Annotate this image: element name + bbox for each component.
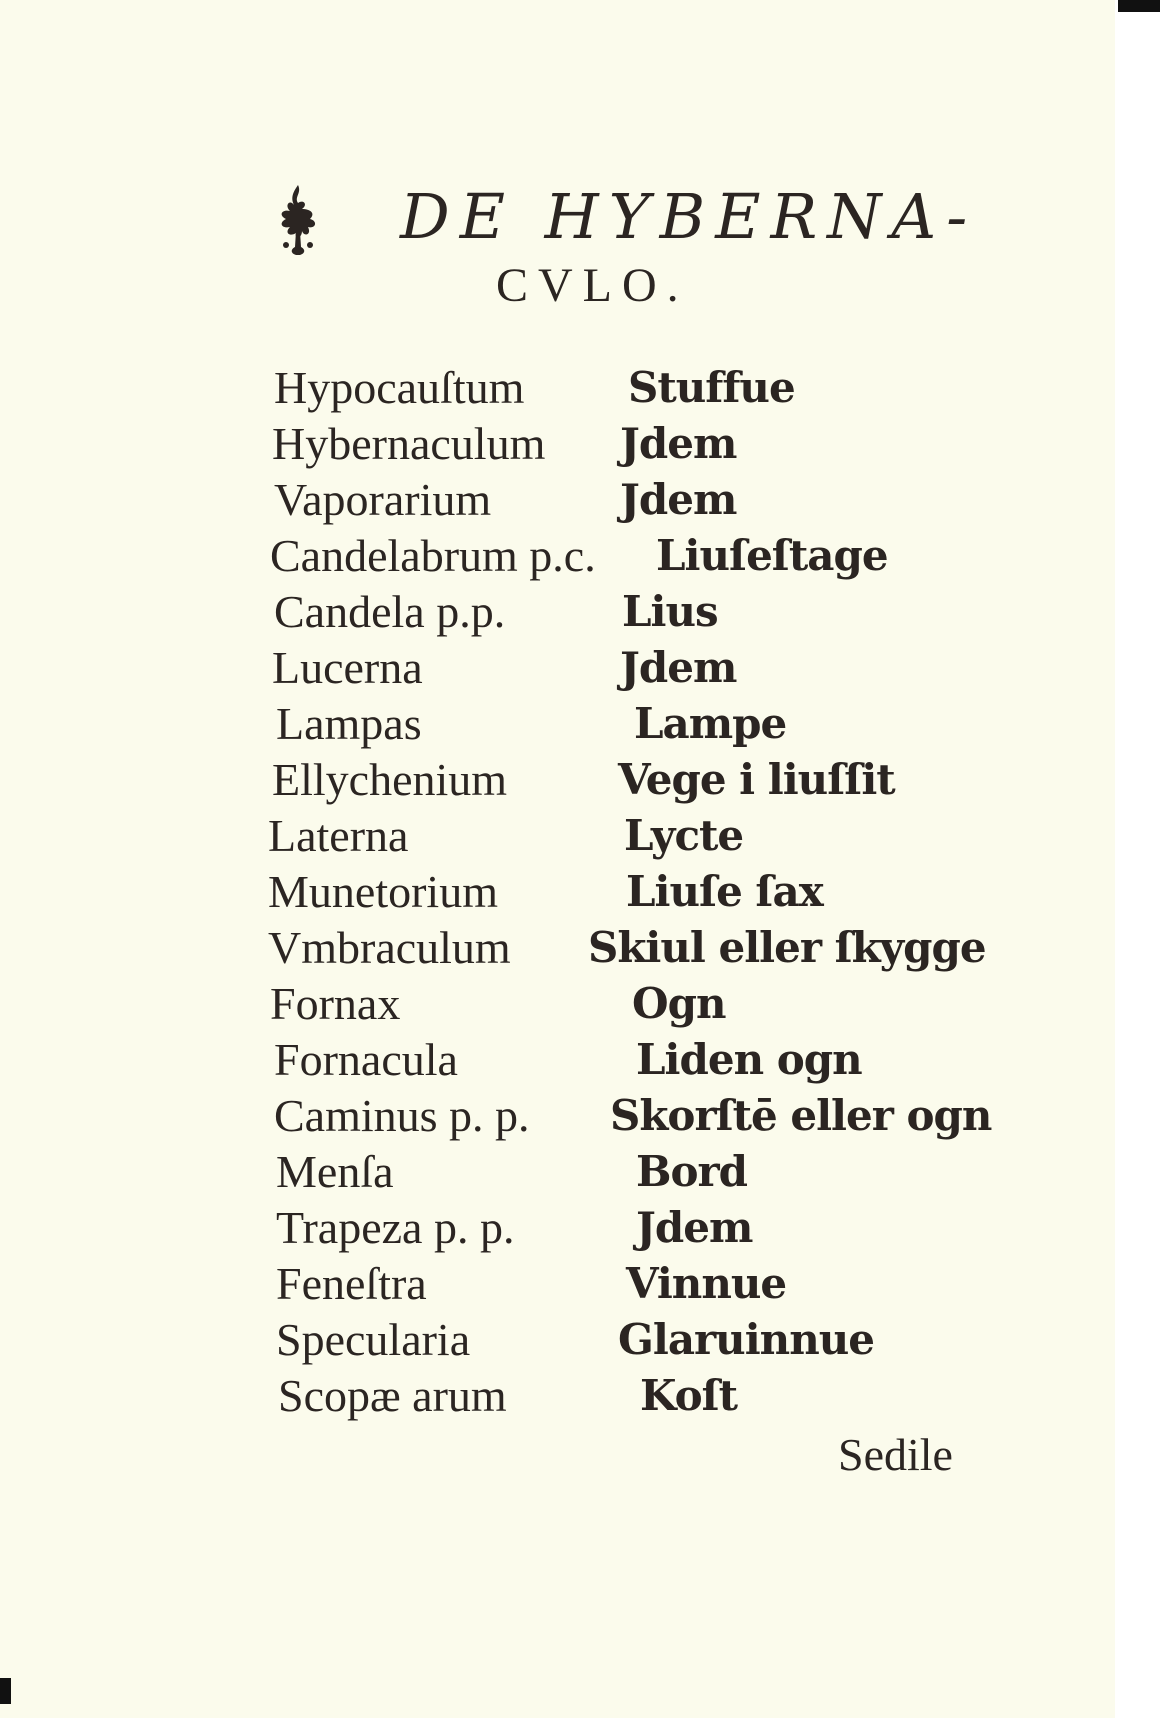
danish-term: Vege i liuſſit [618,755,895,804]
danish-term: Bord [636,1147,748,1196]
glossary-entry [0,1144,1115,1200]
danish-term: Skorſtē eller ogn [610,1091,992,1140]
glossary-entry [0,752,1115,808]
danish-term: Lius [622,587,718,636]
glossary-entry [0,976,1115,1032]
latin-term: Feneſtra [276,1258,427,1309]
fleuron-icon [272,183,324,258]
glossary-entry [0,1256,1115,1312]
danish-term: Liuſeſtage [656,531,888,580]
danish-term: Liden ogn [636,1035,862,1084]
latin-term: Lucerna [272,642,423,693]
latin-term: Trapeza p. p. [276,1202,515,1253]
latin-term: Laterna [268,810,409,861]
danish-term: Jdem [620,475,737,524]
glossary-entry [0,864,1115,920]
glossary-entry [0,1312,1115,1368]
danish-term: Liuſe ſax [626,867,823,916]
latin-term: Specularia [276,1314,471,1365]
latin-term: Menſa [276,1146,394,1197]
glossary-entry [0,584,1115,640]
heading-line-2: CVLO. [496,259,689,312]
latin-term: Lampas [276,698,422,749]
latin-term: Munetorium [268,866,498,917]
latin-term: Candela p.p. [274,586,506,637]
latin-term: Ellychenium [272,754,508,805]
heading-line-1: DE HYBERNA- [400,180,978,253]
glossary-entry [0,1032,1115,1088]
scan-margin [1115,0,1160,1718]
danish-term: Lampe [634,699,787,748]
latin-term: Scopæ arum [278,1370,507,1421]
danish-term: Koſt [640,1371,738,1420]
latin-term: Candelabrum p.c. [270,530,596,581]
glossary-entry [0,920,1115,976]
danish-term: Jdem [620,643,737,692]
danish-term: Ogn [632,979,726,1028]
latin-term: Hybernaculum [272,418,546,469]
glossary-entry [0,360,1115,416]
danish-term: Vinnue [626,1259,787,1308]
latin-term: Vmbraculum [268,922,511,973]
glossary-entry [0,1088,1115,1144]
glossary-entry [0,808,1115,864]
danish-term: Jdem [620,419,737,468]
latin-term: Fornacula [274,1034,458,1085]
danish-term: Lycte [624,811,744,860]
danish-term: Stuffue [628,363,795,412]
scan-edge-mark [1118,0,1160,12]
glossary-entry [0,528,1115,584]
latin-term: Caminus p. p. [274,1090,530,1141]
latin-term: Vaporarium [274,474,492,525]
catchword: Sedile [838,1429,953,1480]
glossary-entry [0,416,1115,472]
glossary-entry [0,472,1115,528]
scan-edge-mark [0,1678,11,1704]
latin-term: Fornax [270,978,401,1029]
glossary-entry [0,696,1115,752]
glossary-entry [0,640,1115,696]
latin-term: Hypocauſtum [274,362,525,413]
danish-term: Jdem [636,1203,753,1252]
danish-term: Glaruinnue [618,1315,874,1364]
glossary-entry [0,1368,1115,1424]
glossary-entry [0,1200,1115,1256]
danish-term: Skiul eller ſkygge [588,923,986,972]
